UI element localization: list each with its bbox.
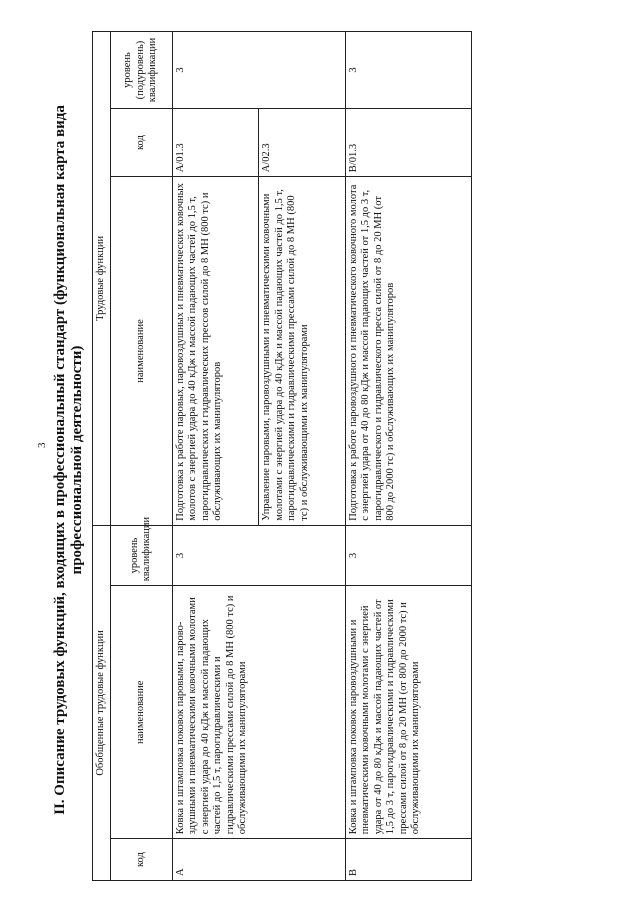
page-number: 3 (36, 442, 48, 448)
title-line-1: II. Описание трудовых функций, входящих в профессиональный стандарт (функциональная карта вида (52, 105, 68, 815)
row-b-level: 3 (345, 525, 471, 586)
header-generalized: Обобщенные трудовые функции (93, 525, 111, 880)
header-level-1: уровень квалификации (110, 525, 172, 586)
row-b-name: Ковка и штамповка поковок паровоздушными и пневматическими ковочными молотами с энергией удара от 40 до 80 кДж и массой падающих частей от 1,5 до 3 т, парогидравлическими и гидравлическими прессами силой от 8 до 20 МН (от 800 до 2000 тс) и обслуживающими их манипуляторами (345, 586, 471, 839)
row-a-code: А (172, 839, 345, 881)
header-row-columns (110, 32, 172, 881)
row-a-function-sublevel: 3 (172, 32, 345, 109)
header-labor-functions: Трудовые функции (93, 32, 111, 526)
row-a-function-1-code: А/01.3 (172, 109, 259, 177)
row-a-function-1-name: Подготовка к работе паровых, паровоздушных и пневматических ковочных молотов с энергией удара до 40 кДж и массой падающих частей до 1,5 т, парогидравлических и гидравлических прессов силой до 8 МН (800 тс) и обслуживающих их манипуляторов (172, 177, 259, 526)
row-b-function-sublevel: 3 (345, 32, 471, 109)
row-a-function-2-code: А/02.3 (259, 109, 346, 177)
rotated-page (0, 25, 640, 895)
row-a-function-2-name: Управление паровыми, паровоздушными и пневматическими ковочными молотами с энергией удара до 40 кДж и массой падающих частей до 1,5 т, парогидравлическими и гидравлическими прессами силой до 8 МН (800 тс) и обслуживающими их манипуляторами (259, 177, 346, 526)
functional-map-table (92, 31, 472, 881)
header-row-groups (93, 32, 111, 881)
table-row (172, 32, 259, 881)
header-name-2: наименование (110, 177, 172, 526)
header-code-1: код (110, 839, 172, 881)
page-title (52, 25, 86, 895)
row-b-code: В (345, 839, 471, 881)
row-a-name: Ковка и штамповка поковок паровыми, паровоздушными и пневматическими ковочными молотами с энергией удара до 40 кДж и массой падающих частей до 1,5 т, парогидравлическими и гидравлическими прессами силой до 8 МН (800 тс) и обслуживающими их манипуляторами (172, 586, 345, 839)
table-row (345, 32, 471, 881)
header-name-1: наименование (110, 586, 172, 839)
row-b-function-1-name: Подготовка к работе паровоздушного и пневматического ковочного молота с энергией удара от 40 до 80 кДж и массой падающих частей от 1,5 до 3 т, парогидравлического и гидравлического пресса силой от 8 до 20 МН (от 800 до 2000 тс) и обслуживающих их манипуляторов (345, 177, 471, 526)
header-sublevel: уровень (подуровень) квалификации (110, 32, 172, 109)
row-a-level: 3 (172, 525, 345, 586)
row-b-function-1-code: В/01.3 (345, 109, 471, 177)
header-code-2: код (110, 109, 172, 177)
title-line-2: профессиональной деятельности) (69, 345, 85, 575)
